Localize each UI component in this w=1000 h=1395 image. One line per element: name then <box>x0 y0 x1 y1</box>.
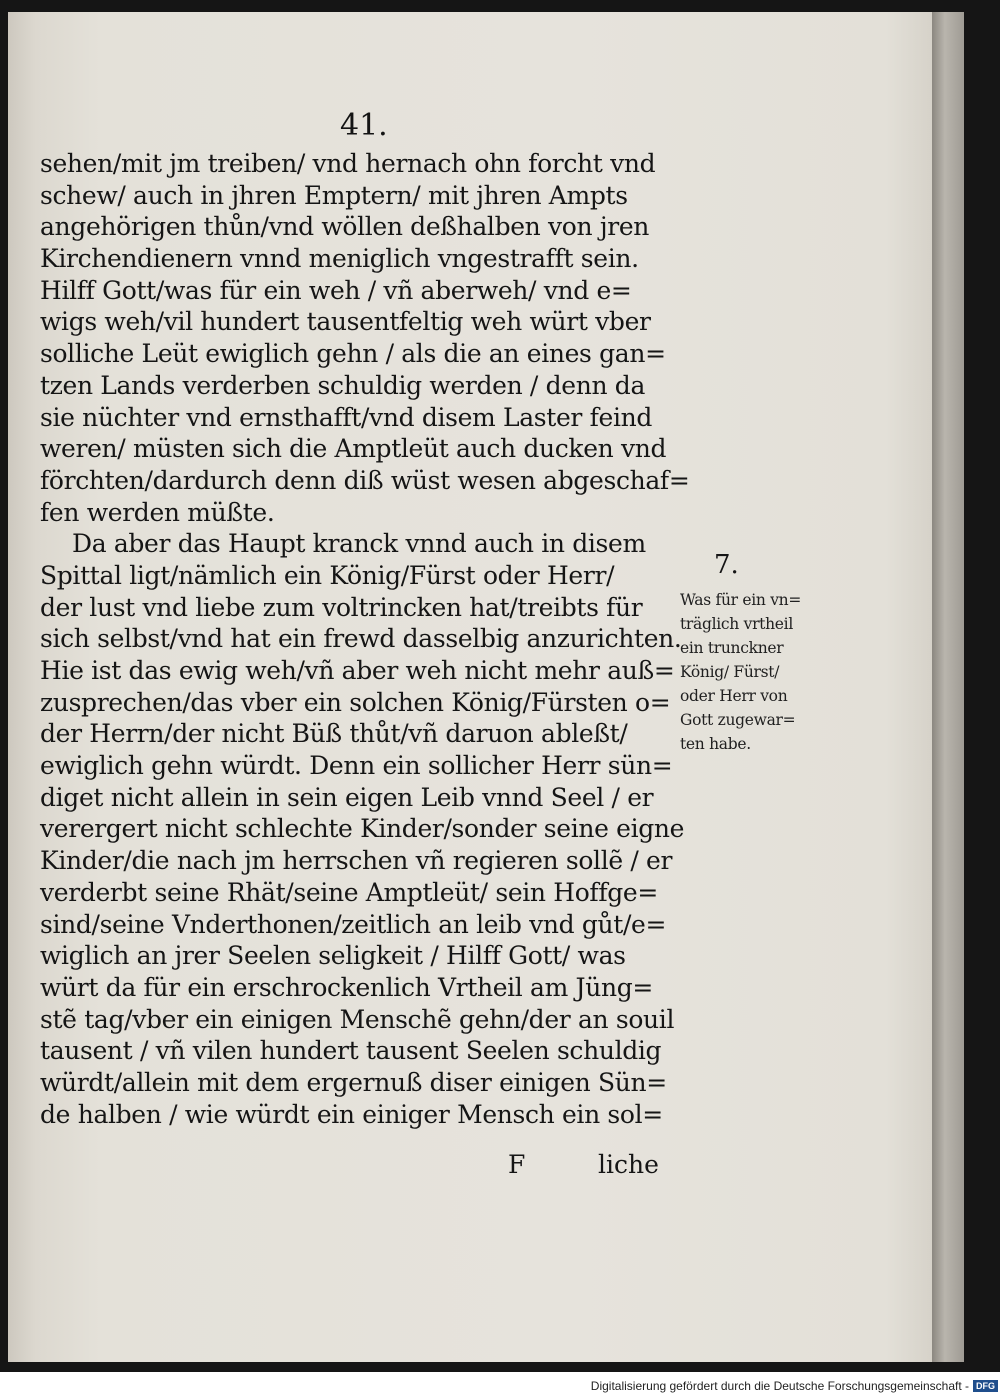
catchword: liche <box>598 1150 659 1179</box>
folio-number: 41. <box>340 108 388 143</box>
text-line: würdt/allein mit dem ergernuß diser einigen Sün= <box>40 1067 667 1097</box>
text-line: Hie ist das ewig weh/vñ aber weh nicht mehr auß= <box>40 656 675 685</box>
marginal-note-line: Gott zugewar= <box>680 711 796 729</box>
text-line: sind/seine Vnderthonen/zeitlich an leib vnd gůt/e= <box>40 909 667 939</box>
text-line: der lust vnd liebe zum voltrincken hat/treibts für <box>40 592 643 622</box>
text-line: Da aber das Haupt kranck vnnd auch in disem <box>72 529 646 559</box>
marginal-note <box>680 588 801 756</box>
text-line: verderbt seine Rhät/seine Amptleüt/ sein Hoffge= <box>40 877 658 907</box>
text-line: sehen/mit jm treiben/ vnd hernach ohn forcht vnd <box>40 149 656 178</box>
footer <box>591 1376 1000 1395</box>
text-line: angehörigen thůn/vnd wöllen deßhalben von jren <box>40 212 650 242</box>
marginal-note-line: oder Herr von <box>680 687 788 705</box>
text-line: Kinder/die nach jm herrschen vñ regieren sollẽ / er <box>40 846 673 876</box>
text-line: stẽ tag/vber ein einigen Menschẽ gehn/der an souil <box>40 1004 675 1034</box>
text-line: sich selbst/vnd hat ein frewd dasselbig anzurichten. <box>40 624 682 654</box>
text-line: Spittal ligt/nämlich ein König/Fürst oder Herr/ <box>40 560 615 590</box>
text-line: de halben / wie würdt ein einiger Mensch ein sol= <box>40 1099 663 1129</box>
text-line: sie nüchter vnd ernsthafft/vnd disem Laster feind <box>40 402 653 432</box>
marginal-note-line: ten habe. <box>680 735 751 753</box>
dfg-logo: DFG <box>973 1380 998 1392</box>
footer-credit: Digitalisierung gefördert durch die Deutsche Forschungsgemeinschaft - <box>590 1378 969 1393</box>
text-line: tzen Lands verderben schuldig werden / denn da <box>40 370 646 400</box>
text-line: würt da für ein erschrockenlich Vrtheil am Jüng= <box>40 972 653 1002</box>
text-line: ewiglich gehn würdt. Denn ein sollicher Herr sün= <box>40 751 673 781</box>
page-edge <box>932 12 964 1362</box>
text-line: der Herrn/der nicht Büß thůt/vñ daruon ableßt/ <box>40 719 628 749</box>
text-line: schew/ auch in jhren Emptern/ mit jhren Ampts <box>40 180 628 210</box>
text-line: zusprechen/das vber ein solchen König/Fürsten o= <box>40 687 671 717</box>
text-line: wigs weh/vil hundert tausentfeltig weh würt vber <box>40 307 651 337</box>
text-line: fen werden müßte. <box>40 497 275 527</box>
signature-mark: F <box>508 1150 526 1179</box>
body-text <box>40 148 690 1130</box>
text-line: Hilff Gott/was für ein weh / vñ aberweh/ vnd e= <box>40 275 632 305</box>
text-line: solliche Leüt ewiglich gehn / als die an eines gan= <box>40 339 666 369</box>
text-line: weren/ müsten sich die Amptleüt auch ducken vnd <box>40 434 667 464</box>
text-line: tausent / vñ vilen hundert tausent Seelen schuldig <box>40 1036 662 1066</box>
text-line: verergert nicht schlechte Kinder/sonder seine eigne <box>40 814 685 844</box>
marginal-note-line: König/ Fürst/ <box>680 663 780 681</box>
marginal-note-line: ein trunckner <box>680 639 784 657</box>
marginal-note-line: träglich vrtheil <box>680 615 793 633</box>
text-line: wiglich an jrer Seelen seligkeit / Hilff Gott/ was <box>40 941 626 971</box>
marginal-number: 7. <box>714 550 739 580</box>
text-line: Kirchendienern vnnd meniglich vngestrafft sein. <box>40 244 639 274</box>
text-line: diget nicht allein in sein eigen Leib vnnd Seel / er <box>40 782 654 812</box>
marginal-note-line: Was für ein vn= <box>680 591 802 609</box>
text-line: förchten/dardurch denn diß wüst wesen abgeschaf= <box>40 465 690 495</box>
